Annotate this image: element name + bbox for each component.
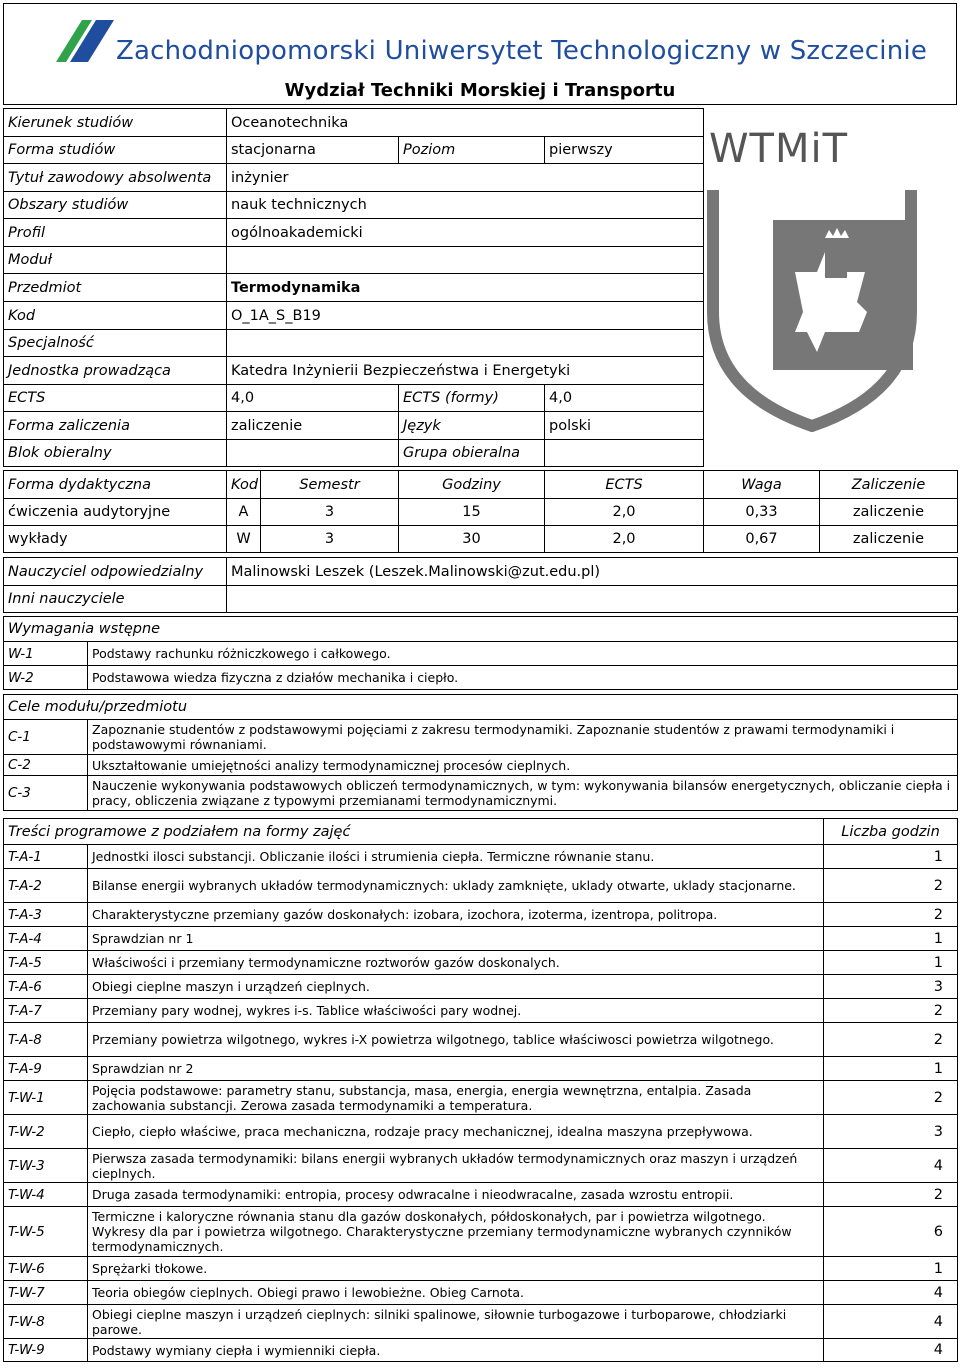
- row-code: T-W-5: [4, 1207, 88, 1257]
- teachers-table: [3, 557, 958, 613]
- jednostka-label: Jednostka prowadząca: [4, 357, 227, 385]
- row-text: Pierwsza zasada termodynamiki: bilans energii wybranych układów termodynamicznych oraz maszyn i urządzeń cieplnych.: [88, 1149, 824, 1183]
- ects-value: 4,0: [227, 385, 399, 412]
- hours-header: Liczba godzin: [824, 819, 958, 845]
- table-cell: zaliczenie: [820, 526, 958, 553]
- requirements-table: [3, 616, 958, 690]
- table-row: [4, 869, 958, 903]
- row-text: Jednostki ilosci substancji. Obliczanie ilości i strumienia ciepła. Termiczne równanie stanu.: [88, 845, 824, 869]
- modul-value: [227, 247, 704, 274]
- table-row: [4, 903, 958, 927]
- course-info-table: [3, 108, 704, 467]
- table-row: [4, 1023, 958, 1057]
- row-hours: 1: [824, 1057, 958, 1081]
- row-text: Sprężarki tłokowe.: [88, 1257, 824, 1281]
- teacher-responsible-label: Nauczyciel odpowiedzialny: [4, 558, 227, 586]
- profil-value: ogólnoakademicki: [227, 219, 704, 247]
- row-hours: 2: [824, 869, 958, 903]
- row-hours: 2: [824, 999, 958, 1023]
- row-code: T-A-6: [4, 975, 88, 999]
- table-cell: 3: [261, 526, 399, 553]
- table-row: [4, 526, 958, 553]
- row-code: T-W-8: [4, 1305, 88, 1339]
- forms-header-cell: ECTS: [545, 471, 704, 499]
- blok-value: [227, 440, 399, 467]
- forms-table: [3, 470, 958, 553]
- specjalnosc-value: [227, 330, 704, 357]
- table-cell: 3: [261, 499, 399, 526]
- row-hours: 1: [824, 927, 958, 951]
- profil-label: Profil: [4, 219, 227, 247]
- row-code: T-A-5: [4, 951, 88, 975]
- faculty-crest-icon: [707, 182, 917, 432]
- table-row: [4, 1057, 958, 1081]
- row-hours: 1: [824, 951, 958, 975]
- forms-header-cell: Godziny: [399, 471, 545, 499]
- table-row: [4, 499, 958, 526]
- ects-formy-value: 4,0: [545, 385, 704, 412]
- jezyk-label: Język: [399, 412, 545, 440]
- table-row: [4, 642, 958, 666]
- objectives-title: Cele modułu/przedmiotu: [4, 695, 958, 720]
- przedmiot-label: Przedmiot: [4, 274, 227, 302]
- grupa-value: [545, 440, 704, 467]
- table-cell: 0,33: [704, 499, 820, 526]
- other-teachers-value: [227, 586, 958, 613]
- table-row: [4, 1183, 958, 1207]
- table-cell: 2,0: [545, 526, 704, 553]
- row-code: C-2: [4, 755, 88, 776]
- row-code: T-A-8: [4, 1023, 88, 1057]
- table-row: [4, 1149, 958, 1183]
- row-code: T-W-2: [4, 1115, 88, 1149]
- row-hours: 6: [824, 1207, 958, 1257]
- row-hours: 2: [824, 1081, 958, 1115]
- row-hours: 2: [824, 903, 958, 927]
- table-row: [4, 975, 958, 999]
- ects-formy-label: ECTS (formy): [399, 385, 545, 412]
- row-code: T-A-3: [4, 903, 88, 927]
- objectives-table: [3, 694, 958, 811]
- university-logo-icon: [56, 20, 114, 62]
- row-text: Teoria obiegów cieplnych. Obiegi prawo i lewobieżne. Obieg Carnota.: [88, 1281, 824, 1305]
- content-table: [3, 818, 958, 1362]
- row-code: T-A-9: [4, 1057, 88, 1081]
- forma-studiow-value: stacjonarna: [227, 137, 399, 164]
- row-code: C-1: [4, 720, 88, 755]
- table-row: [4, 1081, 958, 1115]
- tytul-label: Tytuł zawodowy absolwenta: [4, 164, 227, 192]
- faculty-name: Wydział Techniki Morskiej i Transportu: [284, 80, 676, 101]
- faculty-logo: [707, 126, 917, 426]
- row-code: T-W-4: [4, 1183, 88, 1207]
- forms-header-cell: Kod: [227, 471, 261, 499]
- row-hours: 2: [824, 1183, 958, 1207]
- row-text: Podstawy rachunku różniczkowego i całkowego.: [88, 642, 958, 666]
- kod-value: O_1A_S_B19: [227, 302, 704, 330]
- table-row: [4, 1281, 958, 1305]
- modul-label: Moduł: [4, 247, 227, 274]
- row-hours: 1: [824, 845, 958, 869]
- row-text: Nauczenie wykonywania podstawowych obliczeń termodynamicznych, w tym: wykonywania bilansów energetycznych, obliczanie ciepła i pracy, obliczenia związane z typowymi przemianami termodynamicznymi.: [88, 776, 958, 811]
- row-code: T-W-6: [4, 1257, 88, 1281]
- row-text: Ciepło, ciepło właściwe, praca mechaniczna, rodzaje pracy mechanicznej, idealna maszyna przepływowa.: [88, 1115, 824, 1149]
- table-row: [4, 1305, 958, 1339]
- faculty-logo-text: WTMiT: [709, 126, 849, 172]
- row-text: Pojęcia podstawowe: parametry stanu, substancja, masa, energia, energia wewnętrzna, entalpia. Zasada zachowania substancji. Zerowa zasada termodynamiki a temperatura.: [88, 1081, 824, 1115]
- kierunek-value: Oceanotechnika: [227, 109, 704, 137]
- row-code: W-1: [4, 642, 88, 666]
- row-text: Sprawdzian nr 2: [88, 1057, 824, 1081]
- obszary-label: Obszary studiów: [4, 192, 227, 219]
- grupa-label: Grupa obieralna: [399, 440, 545, 467]
- zaliczenie-label: Forma zaliczenia: [4, 412, 227, 440]
- jednostka-value: Katedra Inżynierii Bezpieczeństwa i Energetyki: [227, 357, 704, 385]
- row-code: C-3: [4, 776, 88, 811]
- row-hours: 1: [824, 1257, 958, 1281]
- table-row: [4, 755, 958, 776]
- tytul-value: inżynier: [227, 164, 704, 192]
- obszary-value: nauk technicznych: [227, 192, 704, 219]
- table-cell: 0,67: [704, 526, 820, 553]
- table-row: [4, 1207, 958, 1257]
- row-text: Zapoznanie studentów z podstawowymi pojęciami z zakresu termodynamiki. Zapoznanie studentów z prawami termodynamiki i podstawowymi równaniami.: [88, 720, 958, 755]
- kierunek-label: Kierunek studiów: [4, 109, 227, 137]
- row-code: T-A-4: [4, 927, 88, 951]
- row-hours: 3: [824, 1115, 958, 1149]
- table-cell: wykłady: [4, 526, 227, 553]
- row-hours: 4: [824, 1281, 958, 1305]
- requirements-title: Wymagania wstępne: [4, 617, 958, 642]
- poziom-value: pierwszy: [545, 137, 704, 164]
- row-code: T-W-3: [4, 1149, 88, 1183]
- table-row: [4, 776, 958, 811]
- row-text: Sprawdzian nr 1: [88, 927, 824, 951]
- forma-studiow-label: Forma studiów: [4, 137, 227, 164]
- table-row: [4, 927, 958, 951]
- row-code: T-W-7: [4, 1281, 88, 1305]
- table-row: [4, 720, 958, 755]
- table-cell: 15: [399, 499, 545, 526]
- row-text: Obiegi cieplne maszyn i urządzeń cieplnych: silniki spalinowe, siłownie turbogazowe i turboparowe, chłodziarki parowe.: [88, 1305, 824, 1339]
- table-cell: zaliczenie: [820, 499, 958, 526]
- row-hours: 4: [824, 1339, 958, 1362]
- row-code: T-W-9: [4, 1339, 88, 1362]
- ects-label: ECTS: [4, 385, 227, 412]
- row-hours: 4: [824, 1149, 958, 1183]
- row-code: T-A-7: [4, 999, 88, 1023]
- teacher-responsible-value: Malinowski Leszek (Leszek.Malinowski@zut.edu.pl): [227, 558, 958, 586]
- blok-label: Blok obieralny: [4, 440, 227, 467]
- zaliczenie-value: zaliczenie: [227, 412, 399, 440]
- specjalnosc-label: Specjalność: [4, 330, 227, 357]
- table-row: [4, 666, 958, 690]
- row-text: Podstawy wymiany ciepła i wymienniki ciepła.: [88, 1339, 824, 1362]
- row-text: Druga zasada termodynamiki: entropia, procesy odwracalne i nieodwracalne, zasada wzrostu entropii.: [88, 1183, 824, 1207]
- kod-label: Kod: [4, 302, 227, 330]
- forms-header-cell: Waga: [704, 471, 820, 499]
- forms-header-cell: Zaliczenie: [820, 471, 958, 499]
- row-code: W-2: [4, 666, 88, 690]
- row-text: Przemiany pary wodnej, wykres i-s. Tablice właściwości pary wodnej.: [88, 999, 824, 1023]
- przedmiot-value: Termodynamika: [227, 274, 704, 302]
- other-teachers-label: Inni nauczyciele: [4, 586, 227, 613]
- forms-header-cell: Semestr: [261, 471, 399, 499]
- university-name: Zachodniopomorski Uniwersytet Technologiczny w Szczecinie: [116, 36, 928, 66]
- row-text: Ukształtowanie umiejętności analizy termodynamicznej procesów cieplnych.: [88, 755, 958, 776]
- forms-header-cell: Forma dydaktyczna: [4, 471, 227, 499]
- row-code: T-A-2: [4, 869, 88, 903]
- table-row: [4, 1115, 958, 1149]
- content-title: Treści programowe z podziałem na formy zajęć: [4, 819, 824, 845]
- row-text: Bilanse energii wybranych układów termodynamicznych: uklady zamknięte, uklady otwarte, uklady stacjonarne.: [88, 869, 824, 903]
- table-cell: 30: [399, 526, 545, 553]
- table-cell: ćwiczenia audytoryjne: [4, 499, 227, 526]
- row-code: T-W-1: [4, 1081, 88, 1115]
- table-row: [4, 845, 958, 869]
- row-text: Charakterystyczne przemiany gazów doskonałych: izobara, izochora, izoterma, izentropa, politropa.: [88, 903, 824, 927]
- table-row: [4, 1257, 958, 1281]
- forms-header-row: [4, 471, 958, 499]
- row-hours: 4: [824, 1305, 958, 1339]
- row-hours: 3: [824, 975, 958, 999]
- row-text: Podstawowa wiedza fizyczna z działów mechanika i ciepło.: [88, 666, 958, 690]
- table-row: [4, 951, 958, 975]
- table-cell: W: [227, 526, 261, 553]
- row-text: Przemiany powietrza wilgotnego, wykres i-X powietrza wilgotnego, tablice właściwosci powietrza wilgotnego.: [88, 1023, 824, 1057]
- table-row: [4, 1339, 958, 1362]
- jezyk-value: polski: [545, 412, 704, 440]
- row-code: T-A-1: [4, 845, 88, 869]
- row-text: Właściwości i przemiany termodynamiczne roztworów gazów doskonalych.: [88, 951, 824, 975]
- table-cell: A: [227, 499, 261, 526]
- poziom-label: Poziom: [399, 137, 545, 164]
- table-row: [4, 999, 958, 1023]
- document-header: [3, 3, 957, 105]
- row-text: Termiczne i kaloryczne równania stanu dla gazów doskonałych, półdoskonałych, par i powietrza wilgotnego. Wykresy dla par i powietrza wilgotnego. Charakterystyczne przemiany termodynamiczne wybranych czynników termodynamicznych.: [88, 1207, 824, 1257]
- table-cell: 2,0: [545, 499, 704, 526]
- row-hours: 2: [824, 1023, 958, 1057]
- row-text: Obiegi cieplne maszyn i urządzeń cieplnych.: [88, 975, 824, 999]
